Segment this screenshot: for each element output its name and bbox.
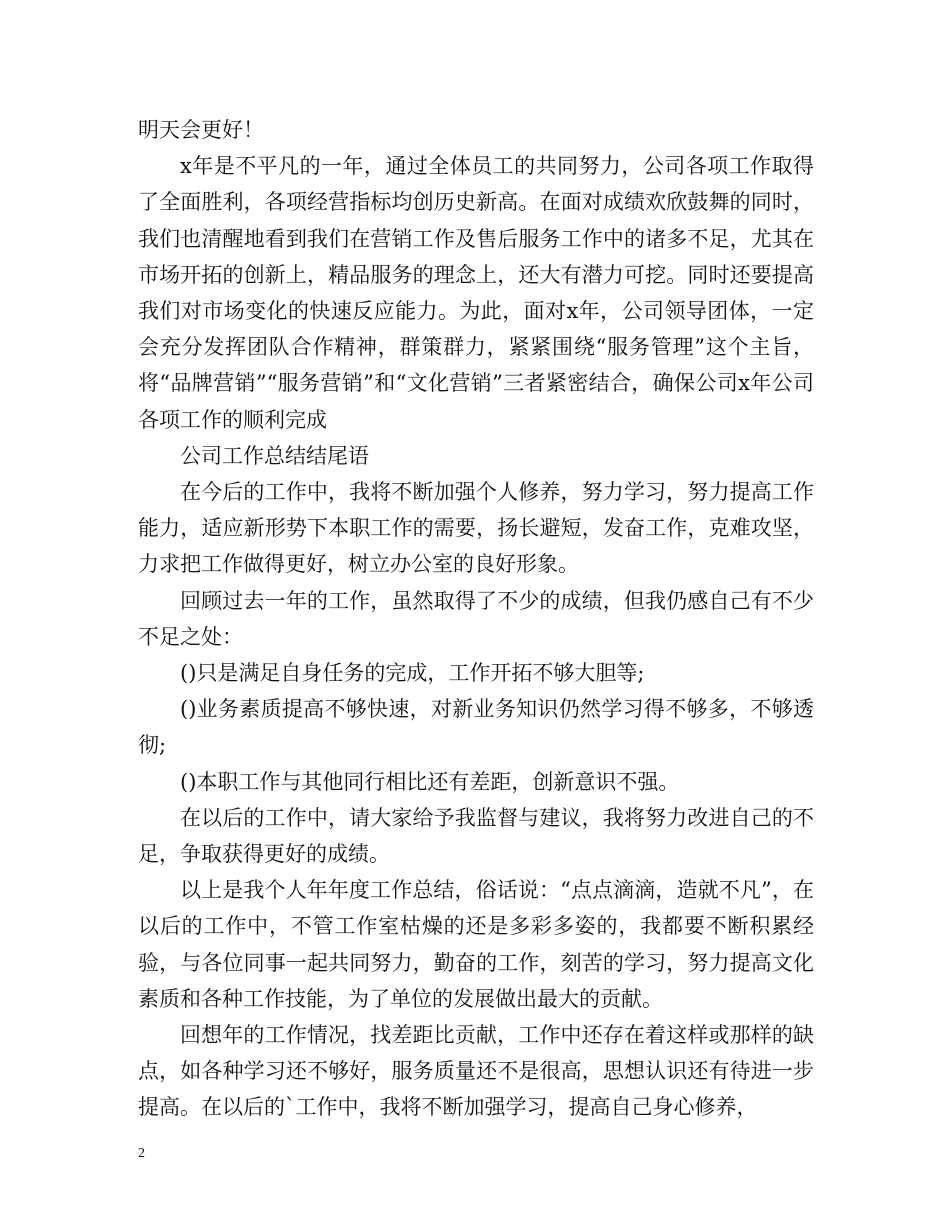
list-item: ()业务素质提高不够快速，对新业务知识仍然学习得不够多，不够透彻; bbox=[138, 697, 814, 758]
paragraph: 在以后的工作中，请大家给予我监督与建议，我将努力改进自己的不足，争取获得更好的成绩。 bbox=[138, 805, 814, 867]
paragraph: 在今后的工作中，我将不断加强个人修养，努力学习，努力提高工作能力，适应新形势下本职工作的需要，扬长避短，发奋工作，克难攻坚，力求把工作做得更好，树立办公室的良好形象。 bbox=[138, 480, 814, 577]
paragraph: x年是不平凡的一年，通过全体员工的共同努力，公司各项工作取得了全面胜利，各项经营指标均创历史新高。在面对成绩欢欣鼓舞的同时，我们也清醒地看到我们在营销工作及售后服务工作中的诸多不足，尤其在市场开拓的创新上，精品服务的理念上，还大有潜力可挖。同时还要提高我们对市场变化的快速反应能力。为此，面对x年，公司领导团体，一定会充分发挥团队合作精神，群策群力，紧紧围绕“服务管理”这个主旨，将“品牌营销”“服务营销”和“文化营销”三者紧密结合，确保公司x年公司各项工作的顺利完成 bbox=[138, 154, 814, 432]
paragraph: 回想年的工作情况，找差距比贡献，工作中还存在着这样或那样的缺点，如各种学习还不够好，服务质量还不是很高，思想认识还有待进一步提高。在以后的`工作中，我将不断加强学习，提高自己身心修养， bbox=[138, 1023, 814, 1120]
section-heading: 公司工作总结结尾语 bbox=[180, 443, 369, 468]
paragraph: 以上是我个人年年度工作总结，俗话说：“点点滴滴，造就不凡”，在以后的工作中，不管工作室枯燥的还是多彩多姿的，我都要不断积累经验，与各位同事一起共同努力，勤奋的工作，刻苦的学习，努力提高文化素质和各种工作技能，为了单位的发展做出最大的贡献。 bbox=[138, 878, 814, 1011]
page-number: 2 bbox=[138, 1146, 145, 1161]
list-item: ()本职工作与其他同行相比还有差距，创新意识不强。 bbox=[180, 769, 680, 794]
list-item: ()只是满足自身任务的完成，工作开拓不够大胆等; bbox=[180, 661, 645, 686]
document-body bbox=[138, 112, 814, 1126]
paragraph: 明天会更好！ bbox=[138, 118, 264, 142]
paragraph: 回顾过去一年的工作，虽然取得了不少的成绩，但我仍感自己有不少不足之处： bbox=[138, 588, 814, 649]
